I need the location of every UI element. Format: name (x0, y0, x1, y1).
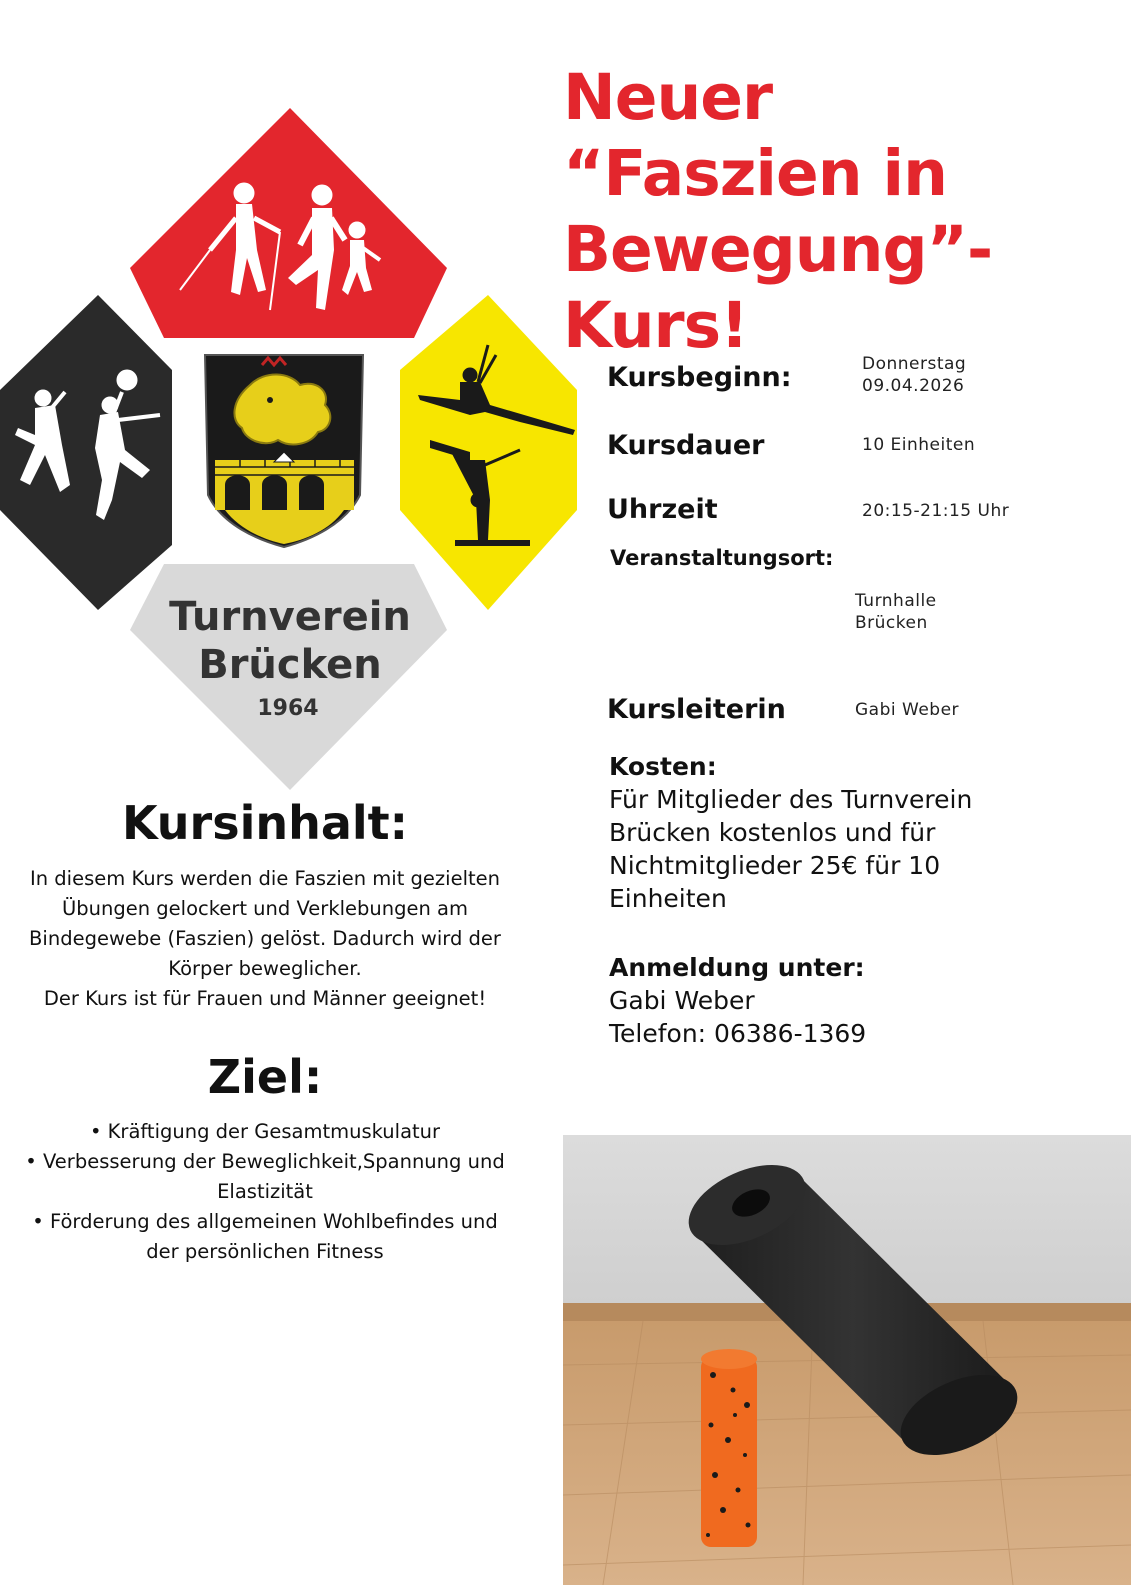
location-label: Veranstaltungsort: (610, 546, 834, 570)
goal-item-3 (0, 1207, 530, 1237)
registration-section (609, 951, 1119, 1050)
yellow-diamond (400, 295, 577, 610)
time-label: Uhrzeit (607, 494, 718, 525)
cost-section (609, 750, 1119, 915)
club-name-line2: Brücken (198, 642, 382, 688)
black-diamond (0, 295, 172, 610)
headline-line-3: Bewegung”- (563, 213, 993, 286)
goal-item-2-cont-text: Elastizität (217, 1180, 313, 1203)
small-roller (701, 1349, 757, 1547)
start-value (862, 353, 966, 397)
goal-item-3-cont-text: der persönlichen Fitness (146, 1240, 384, 1263)
club-year: 1964 (257, 696, 319, 721)
location-value-line2: Brücken (855, 613, 928, 633)
start-value-day: Donnerstag (862, 354, 967, 374)
registration-phone: Telefon: 06386-1369 (609, 1019, 867, 1048)
foam-roller-photo (563, 1135, 1131, 1585)
duration-value: 10 Einheiten (862, 435, 976, 455)
content-line-5: Der Kurs ist für Frauen und Männer geeignet! (43, 987, 487, 1010)
cost-label: Kosten: (609, 752, 717, 781)
content-line-4: Körper beweglicher. (168, 957, 362, 980)
registration-name: Gabi Weber (609, 986, 755, 1015)
course-content-title: Kursinhalt: (121, 796, 409, 850)
content-line-3: Bindegewebe (Faszien) gelöst. Dadurch wird der (29, 927, 501, 950)
time-value: 20:15-21:15 Uhr (862, 501, 1010, 521)
goal-item-3-cont (0, 1237, 530, 1267)
headline-line-4: Kurs! (563, 289, 748, 362)
course-content-text (0, 864, 530, 1014)
goal-list-wrap (0, 1117, 530, 1267)
instructor-label: Kursleiterin (607, 694, 786, 725)
instructor-value: Gabi Weber (855, 700, 960, 720)
location-value-line1: Turnhalle (855, 591, 937, 611)
location-value (855, 590, 937, 634)
cost-line-1: Für Mitglieder des Turnverein (609, 785, 973, 814)
duration-label: Kursdauer (607, 430, 765, 461)
coat-of-arms-icon (205, 355, 363, 547)
cost-line-2: Brücken kostenlos und für (609, 818, 936, 847)
cost-line-3: Nichtmitglieder 25€ für 10 (609, 851, 941, 880)
goal-list (0, 1117, 530, 1267)
registration-label: Anmeldung unter: (609, 953, 865, 982)
club-logo-graphic (0, 100, 590, 800)
goal-item-3-text: Förderung des allgemeinen Wohlbefindes und (49, 1210, 498, 1233)
goal-item-2 (0, 1147, 530, 1177)
foam-roller-image (563, 1135, 1131, 1585)
red-diamond (130, 108, 447, 338)
goal-item-2-text: Verbesserung der Beweglichkeit,Spannung und (42, 1150, 505, 1173)
headline (563, 60, 1123, 364)
club-name-line1: Turnverein (169, 594, 411, 640)
goal-item-1 (0, 1117, 530, 1147)
content-line-1: In diesem Kurs werden die Faszien mit gezielten (30, 867, 500, 890)
goal-section (0, 1050, 530, 1104)
cost-line-4: Einheiten (609, 884, 727, 913)
content-line-2: Übungen gelockert und Verklebungen am (61, 897, 468, 920)
goal-item-2-cont (0, 1177, 530, 1207)
course-content (0, 796, 530, 850)
headline-line-2: “Faszien in (563, 137, 947, 210)
start-label: Kursbeginn: (607, 362, 792, 393)
headline-line-1: Neuer (563, 61, 773, 134)
start-value-date: 09.04.2026 (862, 376, 965, 396)
goal-item-1-text: Kräftigung der Gesamtmuskulatur (107, 1120, 441, 1143)
goal-title: Ziel: (207, 1050, 323, 1104)
